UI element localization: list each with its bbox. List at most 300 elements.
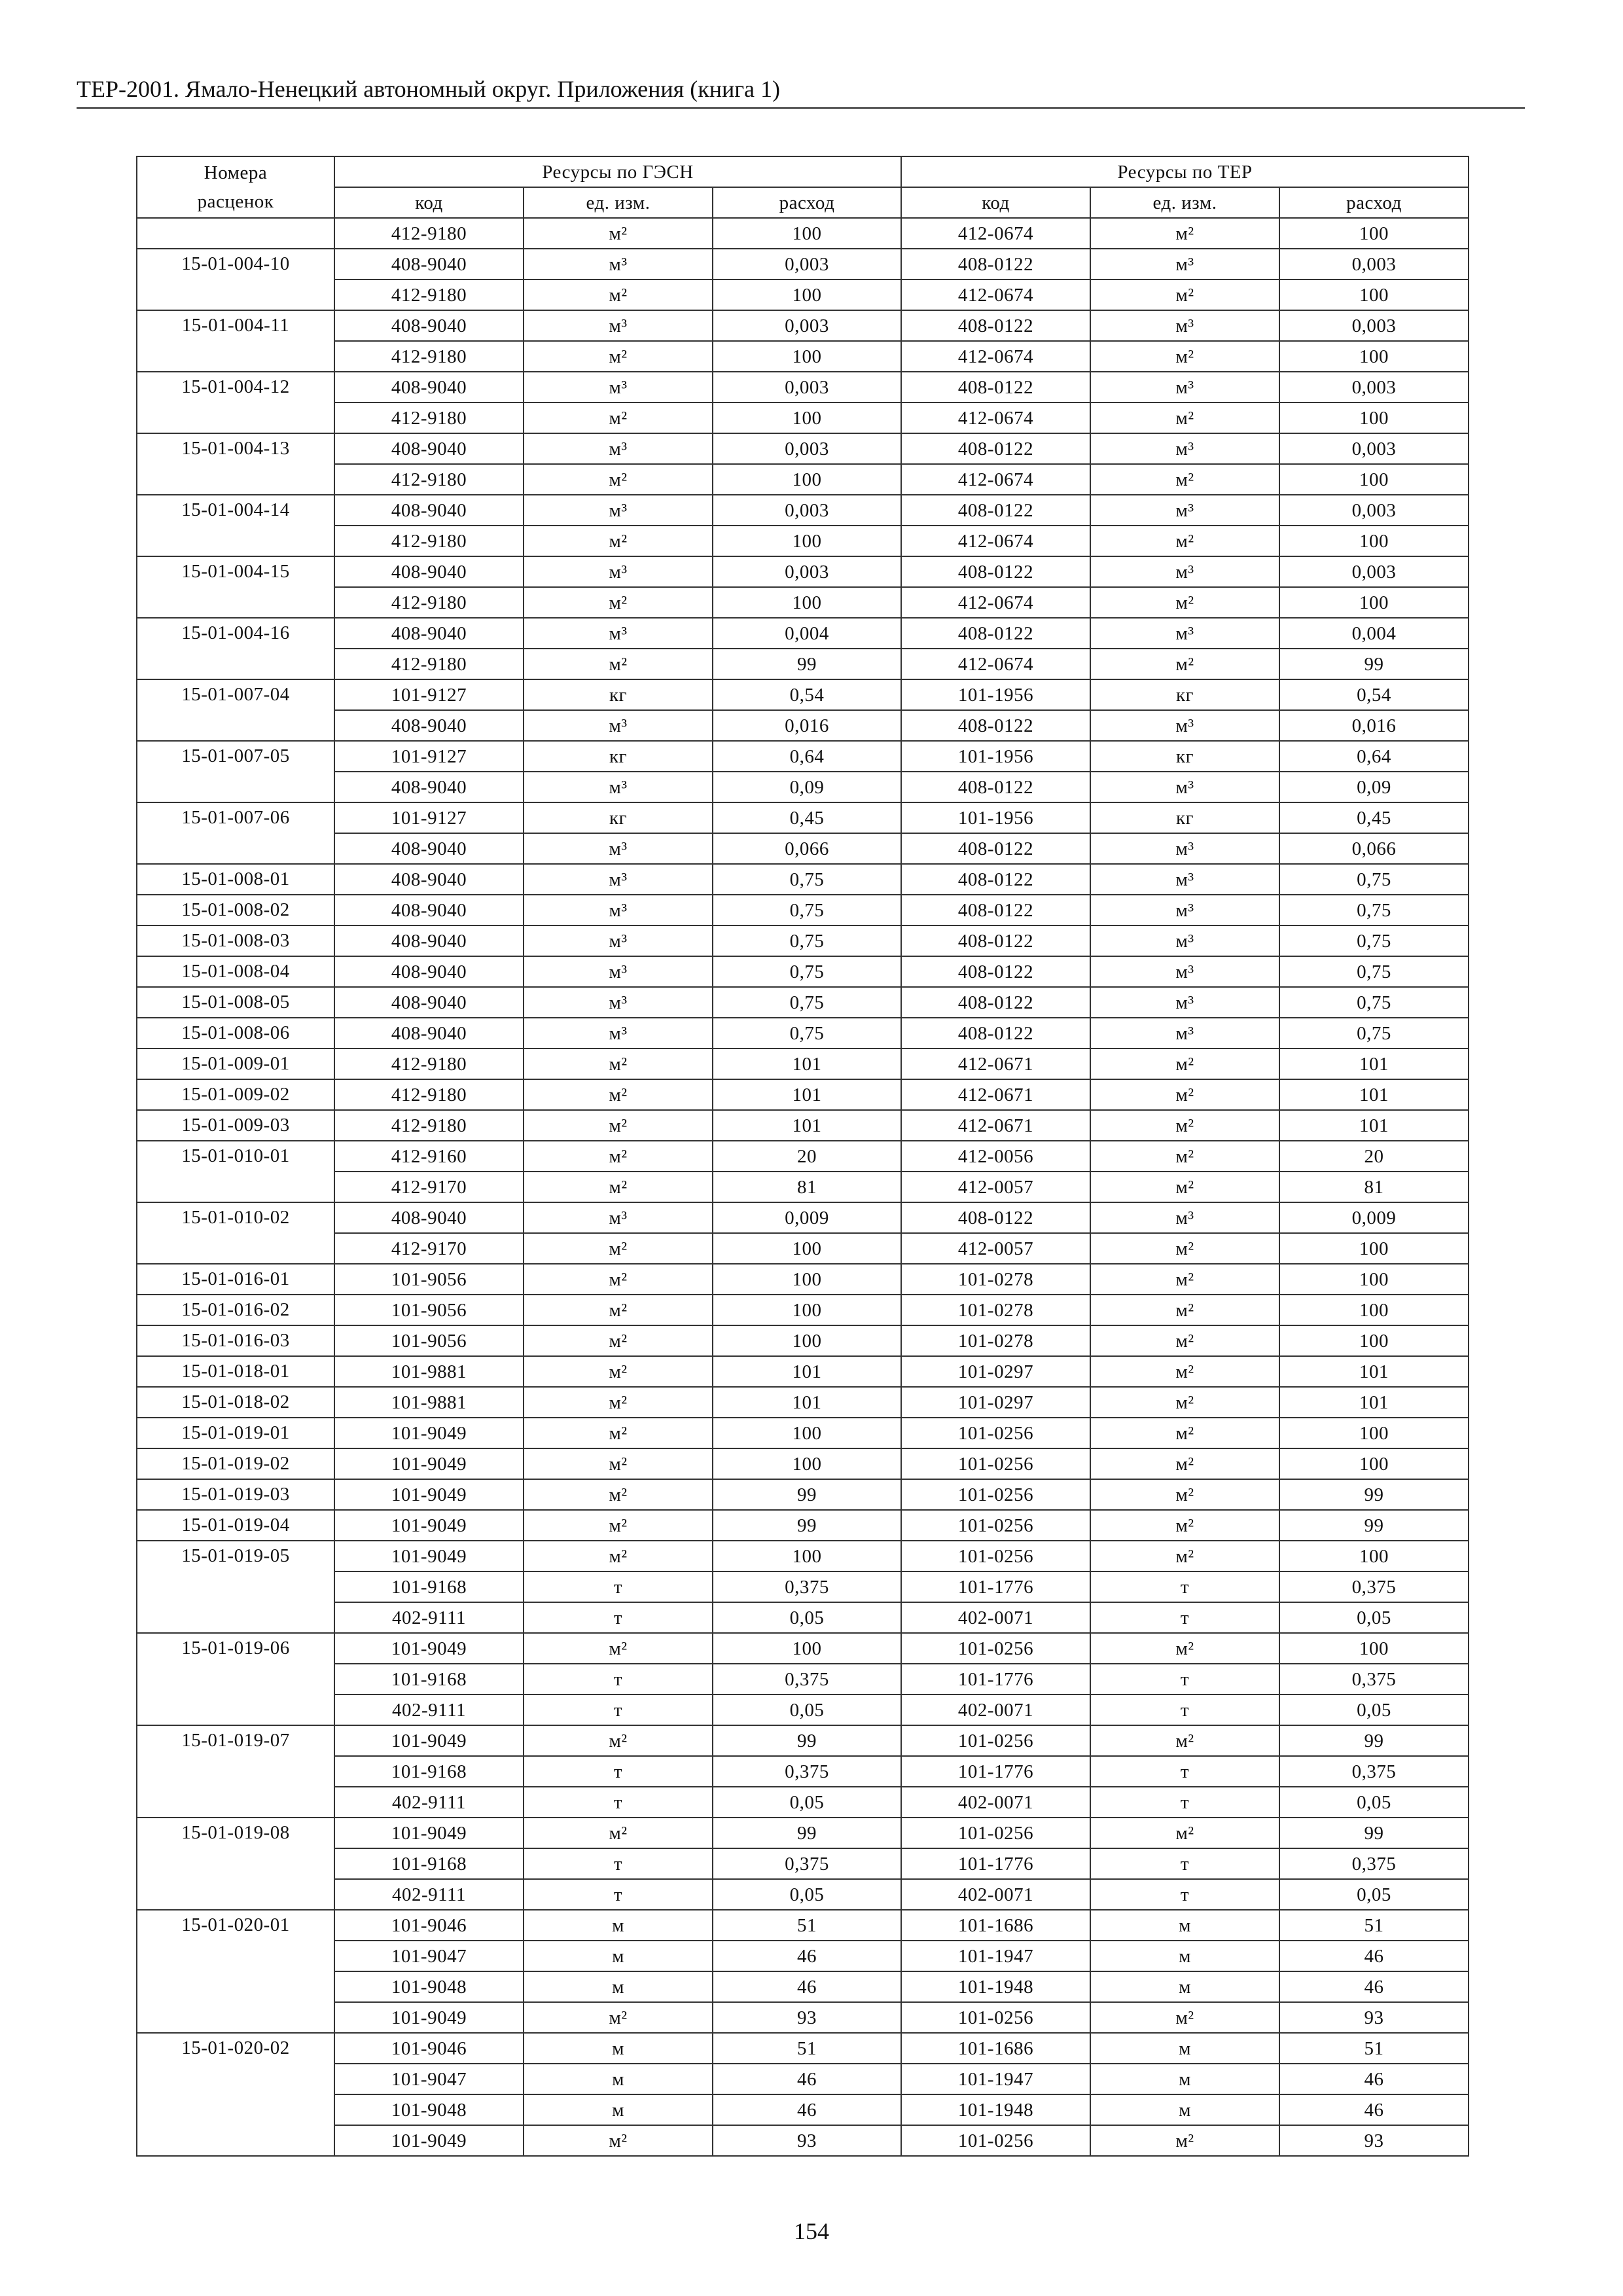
gesn-amount-cell: 0,75 (713, 864, 901, 895)
table-row (137, 1633, 1469, 1664)
table-row (137, 1295, 1469, 1325)
ter-amount-cell: 0,003 (1279, 310, 1469, 341)
ter-unit-cell: м³ (1090, 710, 1279, 741)
ter-resources-header: Ресурсы по ТЕР (901, 156, 1469, 187)
table-row (137, 1356, 1469, 1387)
table-row (137, 956, 1469, 987)
gesn-amount-cell: 0,45 (713, 802, 901, 833)
ter-amount-cell: 0,375 (1279, 1571, 1469, 1602)
ter-amount-cell: 46 (1279, 1941, 1469, 1971)
gesn-code-cell: 101-9049 (334, 1418, 524, 1448)
rate-number-cell: 15-01-018-02 (137, 1387, 334, 1418)
gesn-amount-cell: 0,75 (713, 1018, 901, 1049)
ter-amount-cell: 0,003 (1279, 249, 1469, 279)
gesn-amount-cell: 46 (713, 1971, 901, 2002)
ter-amount-cell: 100 (1279, 403, 1469, 433)
ter-unit-cell: м³ (1090, 987, 1279, 1018)
gesn-amount-cell: 0,066 (713, 833, 901, 864)
gesn-code-cell: 408-9040 (334, 1018, 524, 1049)
gesn-code-cell: 402-9111 (334, 1787, 524, 1818)
ter-amount-cell: 100 (1279, 1418, 1469, 1448)
gesn-unit-cell: м² (524, 218, 713, 249)
page-header: ТЕР-2001. Ямало-Ненецкий автономный округ. Приложения (книга 1) (77, 73, 1525, 109)
ter-amount-cell: 100 (1279, 279, 1469, 310)
gesn-code-cell: 408-9040 (334, 372, 524, 403)
ter-code-cell: 101-0278 (901, 1264, 1090, 1295)
ter-amount-cell: 0,05 (1279, 1602, 1469, 1633)
gesn-unit-cell: м (524, 2094, 713, 2125)
rate-number-cell: 15-01-019-04 (137, 1510, 334, 1541)
gesn-unit-cell: м² (524, 1510, 713, 1541)
table-row (137, 1325, 1469, 1356)
rate-number-cell: 15-01-004-13 (137, 433, 334, 464)
ter-unit-cell: т (1090, 1848, 1279, 1879)
rate-number-cell: 15-01-020-02 (137, 2033, 334, 2064)
rate-number-cell: 15-01-010-01 (137, 1141, 334, 1172)
ter-code-cell: 412-0057 (901, 1172, 1090, 1202)
ter-amount-cell: 100 (1279, 341, 1469, 372)
gesn-code-cell: 101-9127 (334, 741, 524, 772)
ter-amount-cell: 100 (1279, 1264, 1469, 1295)
ter-unit-cell: м³ (1090, 1202, 1279, 1233)
rate-numbers-header-line2: расценок (197, 191, 274, 212)
gesn-unit-cell: м² (524, 1295, 713, 1325)
gesn-amount-cell: 100 (713, 1541, 901, 1571)
gesn-code-cell: 408-9040 (334, 495, 524, 526)
gesn-unit-cell: м³ (524, 495, 713, 526)
ter-amount-cell: 0,003 (1279, 495, 1469, 526)
table-row (137, 218, 1469, 249)
gesn-code-cell: 408-9040 (334, 710, 524, 741)
gesn-amount-cell: 100 (713, 1418, 901, 1448)
ter-code-cell: 101-0278 (901, 1295, 1090, 1325)
rate-number-cell (137, 2125, 334, 2156)
gesn-amount-cell: 93 (713, 2125, 901, 2156)
gesn-code-cell: 101-9049 (334, 2125, 524, 2156)
ter-amount-cell: 0,05 (1279, 1787, 1469, 1818)
ter-code-cell: 101-1947 (901, 2064, 1090, 2094)
rate-number-cell (137, 1756, 334, 1787)
gesn-unit-cell: м² (524, 1633, 713, 1664)
ter-unit-cell: м (1090, 1971, 1279, 2002)
ter-code-cell: 101-1776 (901, 1571, 1090, 1602)
ter-unit-cell: м² (1090, 1387, 1279, 1418)
ter-unit-cell: м³ (1090, 864, 1279, 895)
ter-amount-cell: 0,016 (1279, 710, 1469, 741)
gesn-unit-cell: м² (524, 1325, 713, 1356)
ter-code-cell: 101-0297 (901, 1387, 1090, 1418)
table-head (137, 156, 1469, 218)
gesn-amount-cell: 101 (713, 1049, 901, 1079)
gesn-code-cell: 408-9040 (334, 925, 524, 956)
ter-amount-cell: 99 (1279, 649, 1469, 679)
gesn-amount-cell: 0,003 (713, 556, 901, 587)
gesn-unit-cell: м² (524, 1233, 713, 1264)
gesn-amount-cell: 51 (713, 2033, 901, 2064)
table-row (137, 341, 1469, 372)
gesn-amount-cell: 100 (713, 526, 901, 556)
ter-amount-cell: 99 (1279, 1510, 1469, 1541)
table-row (137, 895, 1469, 925)
ter-amount-cell: 101 (1279, 1079, 1469, 1110)
ter-unit-cell: м² (1090, 1233, 1279, 1264)
ter-amount-cell: 46 (1279, 1971, 1469, 2002)
gesn-amount-cell: 0,05 (713, 1787, 901, 1818)
gesn-code-cell: 101-9056 (334, 1325, 524, 1356)
gesn-amount-cell: 101 (713, 1079, 901, 1110)
ter-unit-cell: м³ (1090, 956, 1279, 987)
ter-code-cell: 412-0674 (901, 279, 1090, 310)
ter-unit-cell: м² (1090, 1079, 1279, 1110)
ter-code-cell: 412-0056 (901, 1141, 1090, 1172)
rate-number-cell (137, 1941, 334, 1971)
table-row (137, 1664, 1469, 1695)
ter-code-cell: 101-1956 (901, 802, 1090, 833)
gesn-code-cell: 101-9168 (334, 1756, 524, 1787)
ter-unit-cell: м (1090, 2064, 1279, 2094)
gesn-code-cell: 412-9180 (334, 649, 524, 679)
gesn-unit-cell: м² (524, 1079, 713, 1110)
ter-unit-cell: м³ (1090, 618, 1279, 649)
rate-number-cell: 15-01-020-01 (137, 1910, 334, 1941)
ter-amount-cell: 100 (1279, 526, 1469, 556)
rate-number-cell (137, 526, 334, 556)
table-row (137, 1141, 1469, 1172)
ter-code-cell: 408-0122 (901, 556, 1090, 587)
rate-number-cell: 15-01-009-02 (137, 1079, 334, 1110)
rate-number-cell (137, 1571, 334, 1602)
ter-amount-cell: 0,004 (1279, 618, 1469, 649)
gesn-code-cell: 412-9180 (334, 279, 524, 310)
ter-unit-cell: м² (1090, 1325, 1279, 1356)
ter-amount-cell: 81 (1279, 1172, 1469, 1202)
rate-number-cell (137, 1787, 334, 1818)
table-row (137, 433, 1469, 464)
gesn-code-cell: 408-9040 (334, 772, 524, 802)
ter-unit-cell: м³ (1090, 495, 1279, 526)
ter-code-cell: 408-0122 (901, 1018, 1090, 1049)
ter-unit-cell: т (1090, 1787, 1279, 1818)
ter-code-cell: 101-1776 (901, 1848, 1090, 1879)
ter-unit-cell: м² (1090, 1418, 1279, 1448)
rate-number-cell (137, 710, 334, 741)
gesn-amount-cell: 0,003 (713, 310, 901, 341)
gesn-unit-cell: т (524, 1664, 713, 1695)
ter-unit-cell: м² (1090, 1141, 1279, 1172)
gesn-unit-cell: м² (524, 526, 713, 556)
table-row (137, 1049, 1469, 1079)
resources-table-container (136, 156, 1468, 2157)
gesn-unit-cell: м (524, 1910, 713, 1941)
gesn-amount-cell: 100 (713, 341, 901, 372)
rate-numbers-header (137, 156, 334, 218)
gesn-amount-cell: 101 (713, 1387, 901, 1418)
gesn-code-cell: 101-9168 (334, 1848, 524, 1879)
ter-code-cell: 408-0122 (901, 895, 1090, 925)
rate-number-cell: 15-01-019-02 (137, 1448, 334, 1479)
ter-code-cell: 412-0671 (901, 1110, 1090, 1141)
gesn-code-cell: 101-9127 (334, 802, 524, 833)
gesn-code-cell: 101-9049 (334, 1633, 524, 1664)
ter-unit-cell: м (1090, 1910, 1279, 1941)
gesn-amount-cell: 99 (713, 1479, 901, 1510)
ter-amount-cell: 0,003 (1279, 372, 1469, 403)
gesn-unit-cell: м² (524, 1479, 713, 1510)
gesn-unit-cell: м² (524, 1725, 713, 1756)
gesn-unit-header: ед. изм. (524, 187, 713, 218)
rate-number-cell: 15-01-007-05 (137, 741, 334, 772)
gesn-amount-cell: 99 (713, 649, 901, 679)
ter-amount-cell: 0,75 (1279, 1018, 1469, 1049)
ter-amount-cell: 93 (1279, 2002, 1469, 2033)
gesn-code-cell: 412-9180 (334, 218, 524, 249)
rate-number-cell: 15-01-009-03 (137, 1110, 334, 1141)
table-row (137, 2125, 1469, 2156)
table-row (137, 1172, 1469, 1202)
ter-code-cell: 408-0122 (901, 772, 1090, 802)
table-row (137, 310, 1469, 341)
ter-unit-cell: м² (1090, 464, 1279, 495)
table-row (137, 741, 1469, 772)
ter-amount-cell: 0,75 (1279, 895, 1469, 925)
table-row (137, 1510, 1469, 1541)
rate-number-cell (137, 1233, 334, 1264)
table-row (137, 1971, 1469, 2002)
gesn-amount-cell: 100 (713, 403, 901, 433)
gesn-code-cell: 412-9170 (334, 1233, 524, 1264)
ter-unit-cell: т (1090, 1695, 1279, 1725)
ter-amount-cell: 0,64 (1279, 741, 1469, 772)
ter-code-cell: 101-0256 (901, 1510, 1090, 1541)
ter-unit-cell: м² (1090, 218, 1279, 249)
gesn-code-cell: 412-9180 (334, 1049, 524, 1079)
ter-unit-cell: м³ (1090, 1018, 1279, 1049)
rate-number-cell: 15-01-008-05 (137, 987, 334, 1018)
ter-amount-cell: 100 (1279, 1633, 1469, 1664)
ter-amount-cell: 46 (1279, 2064, 1469, 2094)
gesn-code-cell: 402-9111 (334, 1695, 524, 1725)
ter-unit-cell: м² (1090, 587, 1279, 618)
table-row (137, 864, 1469, 895)
gesn-unit-cell: м² (524, 1387, 713, 1418)
gesn-amount-cell: 46 (713, 2094, 901, 2125)
gesn-unit-cell: м³ (524, 310, 713, 341)
gesn-code-cell: 412-9160 (334, 1141, 524, 1172)
ter-amount-cell: 100 (1279, 218, 1469, 249)
rate-number-cell: 15-01-004-15 (137, 556, 334, 587)
gesn-amount-cell: 93 (713, 2002, 901, 2033)
gesn-unit-cell: м³ (524, 710, 713, 741)
gesn-unit-cell: м³ (524, 895, 713, 925)
gesn-unit-cell: кг (524, 741, 713, 772)
gesn-amount-cell: 0,009 (713, 1202, 901, 1233)
ter-code-cell: 101-1948 (901, 2094, 1090, 2125)
ter-amount-cell: 100 (1279, 1325, 1469, 1356)
ter-code-cell: 412-0674 (901, 526, 1090, 556)
ter-unit-cell: т (1090, 1879, 1279, 1910)
ter-unit-cell: м³ (1090, 372, 1279, 403)
table-row (137, 1756, 1469, 1787)
ter-amount-cell: 51 (1279, 1910, 1469, 1941)
gesn-code-cell: 101-9881 (334, 1387, 524, 1418)
gesn-unit-cell: м² (524, 1818, 713, 1848)
rate-number-cell: 15-01-018-01 (137, 1356, 334, 1387)
ter-unit-cell: м³ (1090, 925, 1279, 956)
table-row (137, 372, 1469, 403)
rate-number-cell: 15-01-008-06 (137, 1018, 334, 1049)
gesn-unit-cell: м³ (524, 249, 713, 279)
ter-unit-cell: т (1090, 1571, 1279, 1602)
gesn-unit-cell: м³ (524, 864, 713, 895)
table-row (137, 2033, 1469, 2064)
table-row (137, 249, 1469, 279)
gesn-amount-cell: 100 (713, 1633, 901, 1664)
ter-code-cell: 101-1947 (901, 1941, 1090, 1971)
table-row (137, 587, 1469, 618)
ter-unit-cell: м² (1090, 1356, 1279, 1387)
ter-amount-cell: 0,54 (1279, 679, 1469, 710)
gesn-unit-cell: м³ (524, 925, 713, 956)
gesn-code-cell: 101-9881 (334, 1356, 524, 1387)
gesn-unit-cell: м² (524, 2125, 713, 2156)
gesn-unit-cell: м² (524, 649, 713, 679)
ter-code-cell: 412-0057 (901, 1233, 1090, 1264)
gesn-amount-cell: 0,09 (713, 772, 901, 802)
rate-number-cell: 15-01-016-01 (137, 1264, 334, 1295)
rate-number-cell (137, 403, 334, 433)
ter-amount-cell: 101 (1279, 1356, 1469, 1387)
table-row (137, 1695, 1469, 1725)
ter-code-cell: 101-1956 (901, 741, 1090, 772)
gesn-code-cell: 412-9180 (334, 526, 524, 556)
rate-number-cell: 15-01-016-03 (137, 1325, 334, 1356)
gesn-amount-header: расход (713, 187, 901, 218)
ter-code-cell: 408-0122 (901, 864, 1090, 895)
ter-unit-cell: м² (1090, 526, 1279, 556)
gesn-unit-cell: м² (524, 1264, 713, 1295)
table-row (137, 526, 1469, 556)
ter-amount-cell: 0,375 (1279, 1756, 1469, 1787)
ter-unit-cell: м² (1090, 2002, 1279, 2033)
gesn-amount-cell: 100 (713, 1325, 901, 1356)
ter-amount-cell: 0,75 (1279, 987, 1469, 1018)
gesn-code-cell: 412-9180 (334, 464, 524, 495)
ter-unit-cell: м (1090, 2094, 1279, 2125)
ter-amount-cell: 101 (1279, 1387, 1469, 1418)
table-row (137, 464, 1469, 495)
gesn-unit-cell: т (524, 1695, 713, 1725)
gesn-unit-cell: м³ (524, 1202, 713, 1233)
ter-unit-cell: кг (1090, 802, 1279, 833)
ter-amount-cell: 46 (1279, 2094, 1469, 2125)
table-row (137, 1479, 1469, 1510)
ter-code-cell: 412-0674 (901, 403, 1090, 433)
table-row (137, 1387, 1469, 1418)
rate-number-cell (137, 1172, 334, 1202)
gesn-amount-cell: 0,375 (713, 1664, 901, 1695)
gesn-code-cell: 101-9168 (334, 1571, 524, 1602)
ter-unit-cell: м³ (1090, 556, 1279, 587)
ter-unit-cell: м² (1090, 1110, 1279, 1141)
ter-unit-cell: м³ (1090, 310, 1279, 341)
ter-code-cell: 101-0256 (901, 1479, 1090, 1510)
ter-code-cell: 101-1686 (901, 1910, 1090, 1941)
ter-amount-cell: 0,003 (1279, 556, 1469, 587)
ter-amount-cell: 0,009 (1279, 1202, 1469, 1233)
rate-number-cell (137, 2064, 334, 2094)
rate-number-cell: 15-01-009-01 (137, 1049, 334, 1079)
table-row (137, 1264, 1469, 1295)
gesn-unit-cell: м³ (524, 1018, 713, 1049)
rate-number-cell (137, 279, 334, 310)
gesn-code-cell: 408-9040 (334, 249, 524, 279)
gesn-code-cell: 402-9111 (334, 1602, 524, 1633)
ter-code-cell: 101-1776 (901, 1664, 1090, 1695)
ter-unit-cell: т (1090, 1664, 1279, 1695)
ter-amount-cell: 101 (1279, 1110, 1469, 1141)
gesn-amount-cell: 0,375 (713, 1848, 901, 1879)
ter-code-cell: 101-1686 (901, 2033, 1090, 2064)
ter-amount-cell: 0,375 (1279, 1848, 1469, 1879)
rate-number-cell (137, 464, 334, 495)
rate-number-cell: 15-01-019-03 (137, 1479, 334, 1510)
gesn-code-cell: 408-9040 (334, 833, 524, 864)
gesn-amount-cell: 0,75 (713, 956, 901, 987)
table-row (137, 2094, 1469, 2125)
rate-number-cell (137, 2002, 334, 2033)
ter-code-cell: 101-0256 (901, 2002, 1090, 2033)
table-row (137, 1725, 1469, 1756)
ter-code-cell: 412-0674 (901, 464, 1090, 495)
gesn-unit-cell: м³ (524, 987, 713, 1018)
ter-code-cell: 408-0122 (901, 833, 1090, 864)
gesn-code-cell: 101-9056 (334, 1295, 524, 1325)
gesn-code-cell: 101-9048 (334, 1971, 524, 2002)
gesn-code-cell: 101-9127 (334, 679, 524, 710)
gesn-amount-cell: 0,54 (713, 679, 901, 710)
gesn-unit-cell: м³ (524, 772, 713, 802)
gesn-amount-cell: 0,375 (713, 1756, 901, 1787)
gesn-code-cell: 101-9046 (334, 1910, 524, 1941)
gesn-unit-cell: м² (524, 1448, 713, 1479)
gesn-amount-cell: 81 (713, 1172, 901, 1202)
rate-number-cell (137, 1971, 334, 2002)
gesn-unit-cell: м² (524, 1172, 713, 1202)
ter-amount-cell: 99 (1279, 1818, 1469, 1848)
gesn-amount-cell: 0,004 (713, 618, 901, 649)
gesn-unit-cell: м² (524, 1418, 713, 1448)
ter-amount-cell: 0,003 (1279, 433, 1469, 464)
gesn-code-cell: 408-9040 (334, 1202, 524, 1233)
ter-code-cell: 101-1956 (901, 679, 1090, 710)
gesn-code-cell: 101-9047 (334, 1941, 524, 1971)
gesn-unit-cell: т (524, 1848, 713, 1879)
table-row (137, 1941, 1469, 1971)
gesn-unit-cell: т (524, 1756, 713, 1787)
rate-number-cell: 15-01-004-10 (137, 249, 334, 279)
ter-unit-cell: м (1090, 2033, 1279, 2064)
table-row (137, 710, 1469, 741)
ter-code-cell: 101-1776 (901, 1756, 1090, 1787)
ter-code-cell: 101-0256 (901, 1418, 1090, 1448)
table-row (137, 772, 1469, 802)
rate-number-cell: 15-01-008-03 (137, 925, 334, 956)
ter-code-cell: 402-0071 (901, 1787, 1090, 1818)
gesn-amount-cell: 51 (713, 1910, 901, 1941)
gesn-code-cell: 408-9040 (334, 864, 524, 895)
ter-unit-cell: м³ (1090, 833, 1279, 864)
ter-code-cell: 408-0122 (901, 249, 1090, 279)
